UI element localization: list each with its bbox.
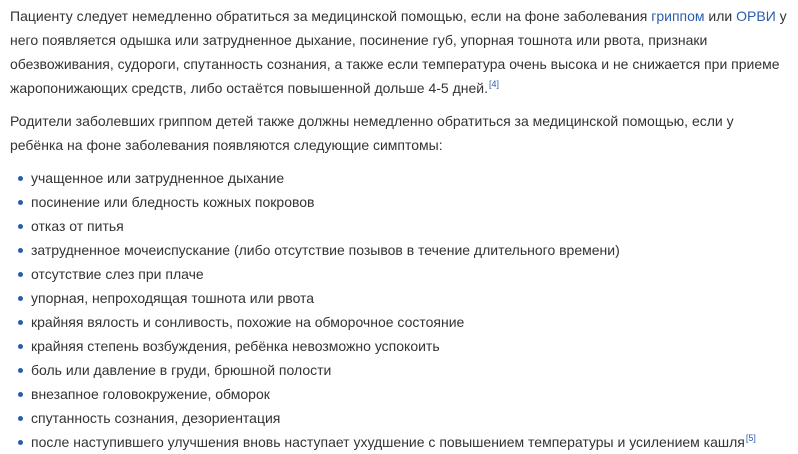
reference-link-4[interactable]: [4] [489,79,500,89]
reference-link-5[interactable]: [5] [745,433,756,443]
link-orvi[interactable]: ОРВИ [736,8,776,24]
list-item [10,262,788,286]
list-item [10,430,788,454]
bullet-icon [18,296,23,301]
list-item-text: посинение или бледность кожных покровов [31,194,315,210]
list-item-text: после наступившего улучшения вновь наступает ухудшение с повышением температуры и усилением кашля [31,434,745,450]
list-item [10,406,788,430]
list-item-text: отказ от питья [31,218,124,234]
list-item-text: спутанность сознания, дезориентация [31,410,281,426]
list-item [10,334,788,358]
bullet-icon [18,200,23,205]
bullet-icon [18,248,23,253]
list-item [10,190,788,214]
list-item [10,214,788,238]
bullet-icon [18,224,23,229]
bullet-icon [18,344,23,349]
list-item [10,358,788,382]
bullet-icon [18,392,23,397]
reference-5[interactable] [746,433,756,443]
bullet-icon [18,368,23,373]
list-item [10,286,788,310]
list-item-text: боль или давление в груди, брюшной полости [31,362,332,378]
bullet-icon [18,416,23,421]
bullet-icon [18,176,23,181]
paragraph-text: Пациенту следует немедленно обратиться за медицинской помощью, если на фоне заболевания [10,8,652,24]
list-item-text: упорная, непроходящая тошнота или рвота [31,290,315,306]
paragraph-text: или [704,8,737,24]
list-item-text: учащенное или затрудненное дыхание [31,170,285,186]
list-item-text: затрудненное мочеиспускание (либо отсутствие позывов в течение длительного времени) [31,242,620,258]
link-influenza[interactable]: гриппом [651,8,705,24]
paragraph-text: у него появляется одышка или затрудненное дыхание, посинение губ, упорная тошнота или рвота, признаки обезвоживания, судороги, спутанность сознания, а также если температура очень высока и не снижается при приеме жаропонижающих средств, либо остаётся повышенной дольше 4-5 дней. [10,8,787,96]
list-item [10,238,788,262]
bullet-icon [18,272,23,277]
symptom-list [10,166,788,454]
list-item [10,382,788,406]
list-item-text: отсутствие слез при плаче [31,266,204,282]
list-item [10,310,788,334]
bullet-icon [18,320,23,325]
paragraph-adult-warning [10,4,788,100]
list-item-text: крайняя вялость и сонливость, похожие на обморочное состояние [31,314,465,330]
reference-4[interactable] [489,79,499,89]
paragraph-children-warning: Родители заболевших гриппом детей также должны немедленно обратиться за медицинской помощью, если у ребёнка на фоне заболевания появляются следующие симптомы: [10,113,734,153]
bullet-icon [18,440,23,445]
list-item [10,166,788,190]
list-item-text: крайняя степень возбуждения, ребёнка невозможно успокоить [31,338,440,354]
list-item-text: внезапное головокружение, обморок [31,386,270,402]
